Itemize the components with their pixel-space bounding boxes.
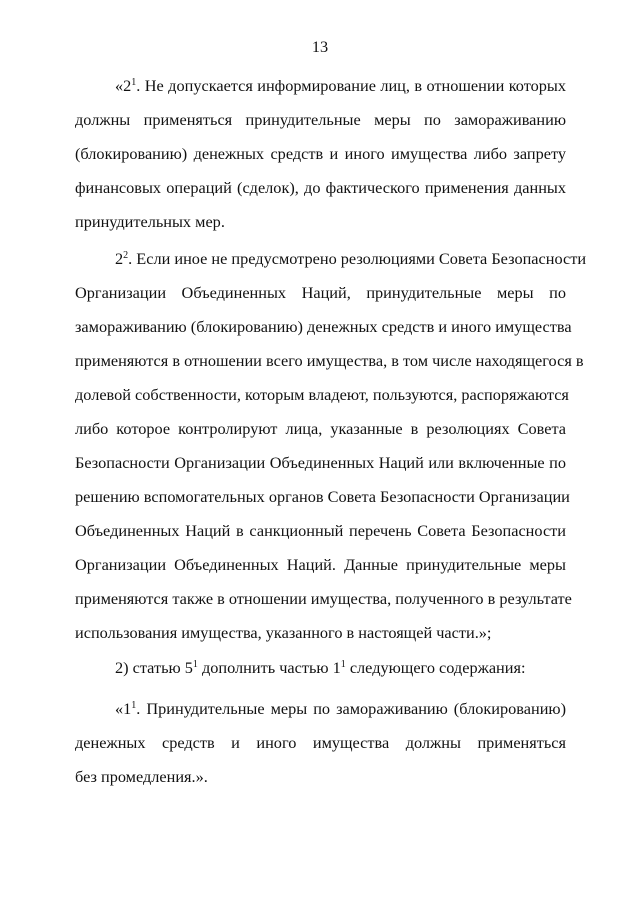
paragraph-line [75, 242, 587, 276]
text: следующего содержания: [345, 658, 526, 677]
paragraph-line: применяются также в отношении имущества, полученного в результате [75, 589, 572, 608]
paragraph-1-1 [75, 692, 566, 794]
paragraph-line: замораживанию (блокированию) денежных средств и иного имущества [75, 317, 572, 336]
paragraph-2-1 [75, 69, 566, 239]
superscript: 1 [340, 659, 346, 670]
paragraph-line: использования имущества, указанного в настоящей части.»; [75, 623, 492, 642]
paragraph-line: либо которое контролируют лица, указанные в резолюциях Совета [75, 419, 566, 438]
paragraph-line: денежных средств и иного имущества должны применяться [75, 733, 566, 752]
paragraph-line: долевой собственности, которым владеют, пользуются, распоряжаются [75, 385, 569, 404]
paragraph-2-2 [75, 242, 587, 650]
paragraph-line: применяются в отношении всего имущества, в том числе находящегося в [75, 351, 584, 370]
text: «2 [115, 76, 132, 95]
page-number: 13 [311, 37, 329, 56]
superscript: 1 [192, 659, 198, 670]
paragraph-line: Объединенных Наций в санкционный перечень Совета Безопасности [75, 521, 566, 540]
paragraph-line: принудительных мер. [75, 212, 225, 231]
paragraph-line: без промедления.». [75, 767, 208, 786]
text: . Не допускается информирование лиц, в отношении которых [136, 76, 566, 95]
text: . Если иное не предусмотрено резолюциями Совета Безопасности [128, 249, 587, 268]
text: . Принудительные меры по замораживанию (блокированию) [136, 699, 566, 718]
text: 2) статью 5 [115, 658, 193, 677]
paragraph-line: Организации Объединенных Наций, принудительные меры по [75, 283, 566, 302]
item-2 [75, 651, 566, 685]
paragraph-line [75, 651, 566, 685]
superscript: 2 [123, 250, 129, 261]
superscript: 1 [131, 700, 137, 711]
paragraph-line: финансовых операций (сделок), до фактического применения данных [75, 178, 566, 197]
paragraph-line: Безопасности Организации Объединенных Наций или включенные по [75, 453, 566, 472]
text: дополнить частью 1 [197, 658, 341, 677]
paragraph-line: должны применяться принудительные меры по замораживанию [75, 110, 566, 129]
paragraph-line [75, 69, 566, 103]
paragraph-line: решению вспомогательных органов Совета Безопасности Организации [75, 487, 570, 506]
superscript: 1 [131, 77, 137, 88]
paragraph-line [75, 692, 566, 726]
text: «1 [115, 699, 132, 718]
text: 2 [115, 249, 124, 268]
paragraph-line: Организации Объединенных Наций. Данные принудительные меры [75, 555, 566, 574]
paragraph-line: (блокированию) денежных средств и иного имущества либо запрету [75, 144, 566, 163]
